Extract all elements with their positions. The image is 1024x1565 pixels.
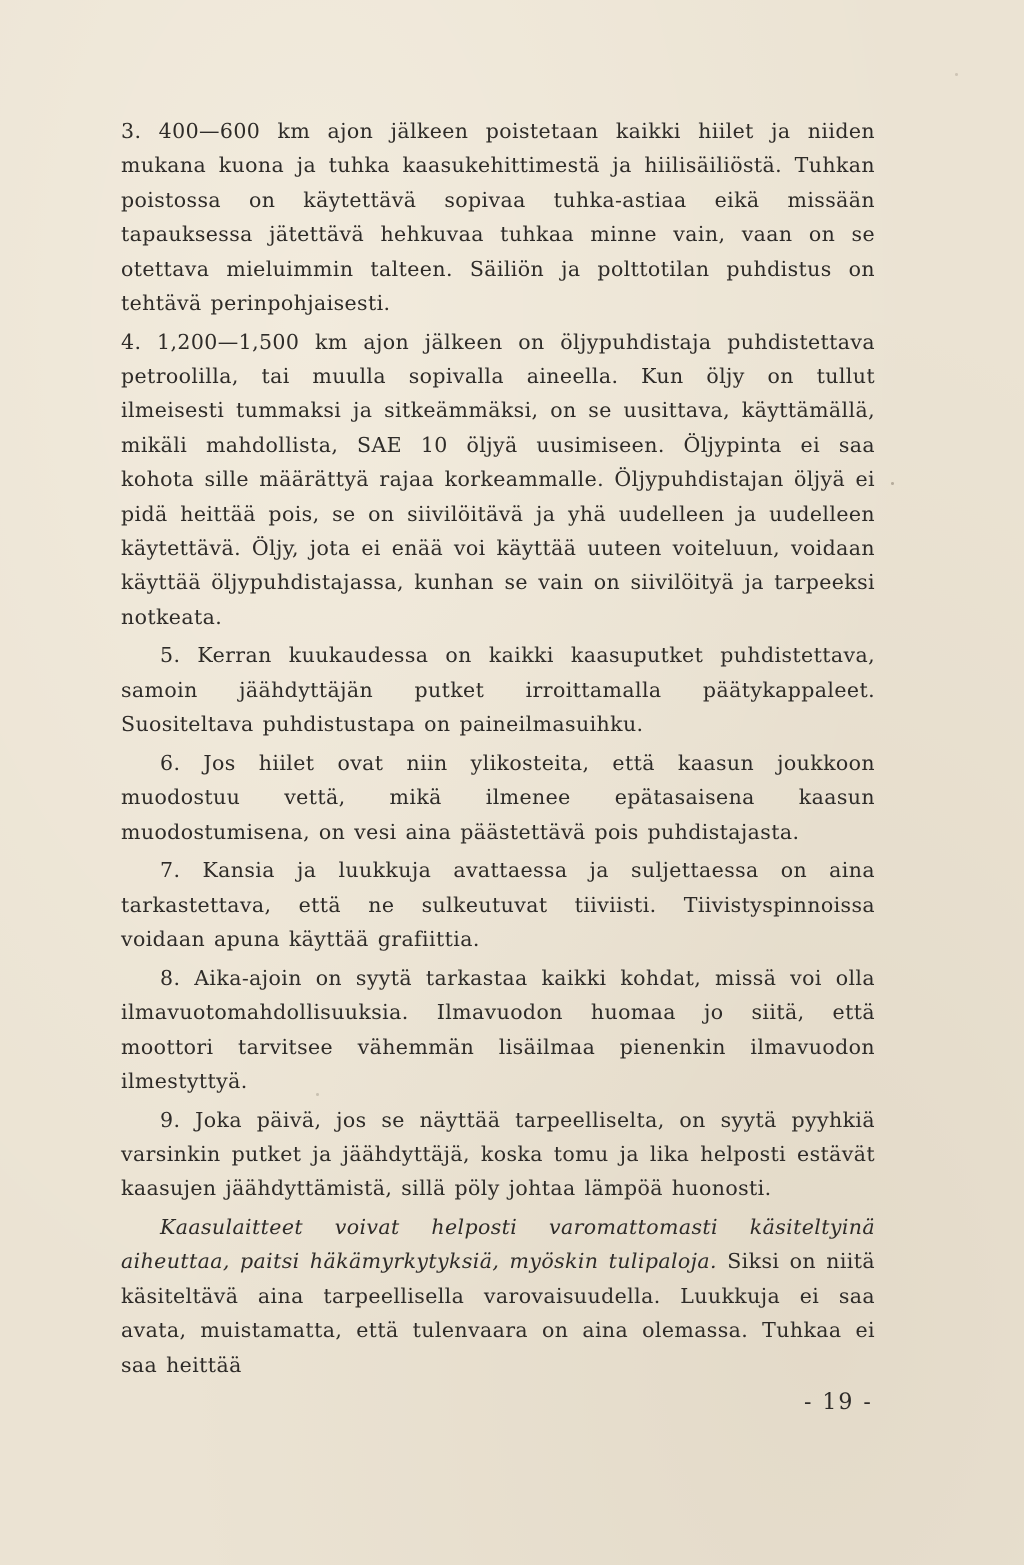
closing-plain-text: Siksi on niitä käsiteltävä aina tarpeellisella varovaisuudella. Luukkuja ei saa avata, muistamatta, että tulenvaara on aina olemassa. Tuhkaa ei saa heittää: [121, 1249, 876, 1377]
closing-italic-text: Kaasulaitteet voivat helposti varomattomasti käsiteltyinä aiheuttaa, paitsi häkämyrkytyksiä, myöskin tulipaloja.: [121, 1214, 875, 1274]
paragraph-item-3: 3. 400—600 km ajon jälkeen poistetaan kaikki hiilet ja niiden mukana kuona ja tuhka kaasukehittimestä ja hiilisäiliöstä. Tuhkan poistossa on käytettävä sopivaa tuhka-astiaa eikä missään tapauksessa jätettävä hehkuvaa tuhkaa minne vain, vaan on se otettava mieluimmin talteen. Säiliön ja polttotilan puhdistus on tehtävä perinpohjaisesti.: [121, 119, 875, 316]
paragraph-item-9: 9. Joka päivä, jos se näyttää tarpeelliselta, on syytä pyyhkiä varsinkin putket ja jäähdyttäjä, koska tomu ja lika helposti estävät kaasujen jäähdyttämistä, sillä pöly johtaa lämpöä huonosti.: [121, 1107, 875, 1201]
page-number: - 19 -: [804, 1390, 873, 1415]
paragraph-item-7: 7. Kansia ja luukkuja avattaessa ja suljettaessa on aina tarkastettava, että ne sulkeutuvat tiiviisti. Tiivistyspinnoissa voidaan apuna käyttää grafiittia.: [121, 858, 875, 952]
paper-speck: [955, 73, 958, 76]
paragraph-item-6: 6. Jos hiilet ovat niin ylikosteita, että kaasun joukkoon muodostuu vettä, mikä ilmenee epätasaisena kaasun muodostumisena, on vesi aina päästettävä pois puhdistajasta.: [121, 750, 875, 844]
paper-speck: [891, 482, 894, 485]
closing-paragraph: [121, 1210, 875, 1382]
paragraph-item-4: 4. 1,200—1,500 km ajon jälkeen on öljypuhdistaja puhdistettava petroolilla, tai muulla sopivalla aineella. Kun öljy on tullut ilmeisesti tummaksi ja sitkeämmäksi, on se uusittava, käyttämällä, mikäli mahdollista, SAE 10 öljyä uusimiseen. Öljypinta ei saa kohota sille määrättyä rajaa korkeammalle. Öljypuhdistajan öljyä ei pidä heittää pois, se on siivilöitävä ja yhä uudelleen ja uudelleen käytettävä. Öljy, jota ei enää voi käyttää uuteen voiteluun, voidaan käyttää öljypuhdistajassa, kunhan se vain on siivilöityä ja tarpeeksi notkeata.: [121, 329, 875, 629]
paragraph-item-5: 5. Kerran kuukaudessa on kaikki kaasuputket puhdistettava, samoin jäähdyttäjän putket irroittamalla päätykappaleet. Suositeltava puhdistustapa on paineilmasuihku.: [121, 643, 875, 737]
paragraph-item-8: 8. Aika-ajoin on syytä tarkastaa kaikki kohdat, missä voi olla ilmavuotomahdollisuuksia. Ilmavuodon huomaa jo siitä, että moottori tarvitsee vähemmän lisäilmaa pienenkin ilmavuodon ilmestyttyä.: [121, 965, 875, 1093]
body-text: [121, 114, 875, 1386]
paper-speck: [316, 1093, 319, 1096]
